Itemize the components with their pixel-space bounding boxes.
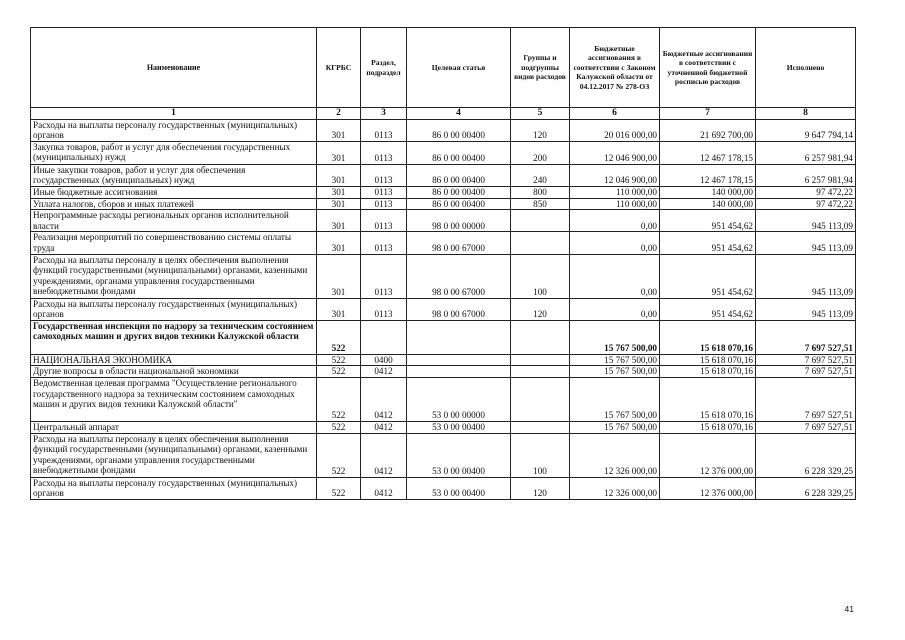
table-row	[31, 164, 856, 186]
row-vid: 100	[511, 254, 570, 298]
row-rospis: 951 454,62	[660, 254, 756, 298]
row-rospis: 15 618 070,16	[660, 421, 756, 433]
row-kgrbs: 301	[317, 198, 361, 210]
row-ispolneno: 97 472,22	[756, 186, 856, 198]
row-razdel	[361, 320, 407, 354]
row-celevaya: 86 0 00 00400	[407, 141, 511, 164]
column-number-row	[31, 108, 856, 120]
row-zakon: 110 000,00	[570, 186, 660, 198]
row-razdel: 0412	[361, 377, 407, 421]
row-name: Расходы на выплаты персоналу государственных (муниципальных) органов	[31, 477, 317, 499]
row-rospis: 951 454,62	[660, 298, 756, 320]
row-name: Реализация мероприятий по совершенствованию системы оплаты труда	[31, 232, 317, 254]
row-zakon: 12 326 000,00	[570, 433, 660, 477]
row-kgrbs: 301	[317, 164, 361, 186]
row-kgrbs: 301	[317, 210, 361, 232]
row-kgrbs: 301	[317, 186, 361, 198]
row-kgrbs: 522	[317, 477, 361, 499]
row-vid: 120	[511, 477, 570, 499]
row-celevaya: 98 0 00 67000	[407, 254, 511, 298]
row-rospis: 951 454,62	[660, 210, 756, 232]
row-celevaya: 98 0 00 00000	[407, 210, 511, 232]
row-vid: 850	[511, 198, 570, 210]
row-celevaya: 98 0 00 67000	[407, 232, 511, 254]
row-vid: 120	[511, 298, 570, 320]
row-vid	[511, 366, 570, 378]
table-row	[31, 366, 856, 378]
budget-table-sheet	[30, 27, 855, 500]
table-row	[31, 198, 856, 210]
row-razdel: 0113	[361, 298, 407, 320]
row-kgrbs: 301	[317, 232, 361, 254]
table-row	[31, 354, 856, 366]
row-vid	[511, 377, 570, 421]
row-celevaya	[407, 320, 511, 354]
row-rospis: 12 376 000,00	[660, 477, 756, 499]
row-kgrbs: 522	[317, 366, 361, 378]
row-zakon: 15 767 500,00	[570, 320, 660, 354]
column-number: 6	[570, 108, 660, 120]
row-rospis: 12 467 178,15	[660, 164, 756, 186]
row-zakon: 15 767 500,00	[570, 354, 660, 366]
table-row	[31, 141, 856, 164]
row-razdel: 0113	[361, 164, 407, 186]
row-rospis: 15 618 070,16	[660, 377, 756, 421]
row-kgrbs: 301	[317, 119, 361, 141]
row-razdel: 0113	[361, 119, 407, 141]
row-celevaya: 86 0 00 00400	[407, 198, 511, 210]
row-zakon: 0,00	[570, 298, 660, 320]
row-rospis: 15 618 070,16	[660, 366, 756, 378]
row-ispolneno: 945 113,09	[756, 210, 856, 232]
row-ispolneno: 6 257 981,94	[756, 164, 856, 186]
header-kgrbs: КГРБС	[317, 28, 361, 108]
table-row	[31, 210, 856, 232]
row-zakon: 110 000,00	[570, 198, 660, 210]
row-razdel: 0113	[361, 254, 407, 298]
table-row	[31, 186, 856, 198]
row-rospis: 12 376 000,00	[660, 433, 756, 477]
row-kgrbs: 301	[317, 141, 361, 164]
row-vid	[511, 421, 570, 433]
row-vid	[511, 354, 570, 366]
row-vid: 100	[511, 433, 570, 477]
row-razdel: 0113	[361, 210, 407, 232]
row-ispolneno: 945 113,09	[756, 254, 856, 298]
header-row	[31, 28, 856, 108]
row-rospis: 951 454,62	[660, 232, 756, 254]
row-celevaya: 53 0 00 00400	[407, 421, 511, 433]
row-ispolneno: 6 257 981,94	[756, 141, 856, 164]
row-name: Иные закупки товаров, работ и услуг для обеспечения государственных (муниципальных) нужд	[31, 164, 317, 186]
row-rospis: 15 618 070,16	[660, 320, 756, 354]
row-ispolneno: 7 697 527,51	[756, 354, 856, 366]
row-celevaya: 53 0 00 00400	[407, 433, 511, 477]
row-name: Уплата налогов, сборов и иных платежей	[31, 198, 317, 210]
row-ispolneno: 945 113,09	[756, 232, 856, 254]
table-row	[31, 377, 856, 421]
table-row	[31, 232, 856, 254]
header-vid: Группы и подгруппы видов расходов	[511, 28, 570, 108]
row-kgrbs: 522	[317, 320, 361, 354]
header-rospis: Бюджетные ассигнования в соответствии с уточненной бюджетной росписью расходов	[660, 28, 756, 108]
row-vid: 800	[511, 186, 570, 198]
row-name: Центральный аппарат	[31, 421, 317, 433]
row-zakon: 12 046 900,00	[570, 141, 660, 164]
budget-execution-table	[30, 27, 856, 500]
row-rospis: 140 000,00	[660, 186, 756, 198]
row-name: Расходы на выплаты персоналу в целях обеспечения выполнения функций государственными (муниципальными) органами, казенными учреждениями, органами управления государственными внебюджетными фондами	[31, 433, 317, 477]
column-number: 5	[511, 108, 570, 120]
row-vid: 240	[511, 164, 570, 186]
header-zakon: Бюджетные ассигнования в соответствии с Законом Калужской области от 04.12.2017 № 278-ОЗ	[570, 28, 660, 108]
header-name: Наименование	[31, 28, 317, 108]
row-razdel: 0113	[361, 141, 407, 164]
row-ispolneno: 97 472,22	[756, 198, 856, 210]
row-celevaya: 98 0 00 67000	[407, 298, 511, 320]
column-number: 1	[31, 108, 317, 120]
row-razdel: 0412	[361, 421, 407, 433]
row-vid	[511, 232, 570, 254]
row-name: Расходы на выплаты персоналу государственных (муниципальных) органов	[31, 119, 317, 141]
row-zakon: 15 767 500,00	[570, 377, 660, 421]
row-ispolneno: 7 697 527,51	[756, 421, 856, 433]
row-celevaya	[407, 366, 511, 378]
row-razdel: 0113	[361, 198, 407, 210]
column-number: 8	[756, 108, 856, 120]
row-name: Другие вопросы в области национальной экономики	[31, 366, 317, 378]
header-razdel: Раздел, подраздел	[361, 28, 407, 108]
row-ispolneno: 6 228 329,25	[756, 477, 856, 499]
row-vid: 200	[511, 141, 570, 164]
row-celevaya: 53 0 00 00400	[407, 477, 511, 499]
row-zakon: 15 767 500,00	[570, 366, 660, 378]
row-rospis: 21 692 700,00	[660, 119, 756, 141]
row-vid	[511, 210, 570, 232]
row-razdel: 0400	[361, 354, 407, 366]
row-ispolneno: 7 697 527,51	[756, 377, 856, 421]
row-razdel: 0113	[361, 186, 407, 198]
table-row	[31, 298, 856, 320]
row-razdel: 0412	[361, 366, 407, 378]
row-name: Закупка товаров, работ и услуг для обеспечения государственных (муниципальных) нужд	[31, 141, 317, 164]
table-row	[31, 254, 856, 298]
row-zakon: 0,00	[570, 232, 660, 254]
row-kgrbs: 522	[317, 421, 361, 433]
row-razdel: 0113	[361, 232, 407, 254]
row-name: Ведомственная целевая программа "Осуществление регионального государственного надзора за техническим состоянием самоходных машин и других видов техники Калужской области"	[31, 377, 317, 421]
header-ispolneno: Исполнено	[756, 28, 856, 108]
row-ispolneno: 9 647 794,14	[756, 119, 856, 141]
row-zakon: 20 016 000,00	[570, 119, 660, 141]
row-celevaya: 86 0 00 00400	[407, 119, 511, 141]
row-razdel: 0412	[361, 477, 407, 499]
row-ispolneno: 7 697 527,51	[756, 320, 856, 354]
row-kgrbs: 301	[317, 254, 361, 298]
row-zakon: 12 046 900,00	[570, 164, 660, 186]
table-body	[31, 119, 856, 499]
row-name: Расходы на выплаты персоналу в целях обеспечения выполнения функций государственными (муниципальными) органами, казенными учреждениями, органами управления государственными внебюджетными фондами	[31, 254, 317, 298]
row-vid: 120	[511, 119, 570, 141]
row-name: Государственная инспекция по надзору за техническим состоянием самоходных машин и других видов техники Калужской области	[31, 320, 317, 354]
row-name: Расходы на выплаты персоналу государственных (муниципальных) органов	[31, 298, 317, 320]
row-celevaya: 86 0 00 00400	[407, 186, 511, 198]
column-number: 3	[361, 108, 407, 120]
table-row	[31, 421, 856, 433]
row-ispolneno: 6 228 329,25	[756, 433, 856, 477]
page-number: 41	[844, 604, 854, 614]
row-ispolneno: 7 697 527,51	[756, 366, 856, 378]
row-kgrbs: 522	[317, 354, 361, 366]
row-rospis: 12 467 178,15	[660, 141, 756, 164]
header-celevaya: Целевая статья	[407, 28, 511, 108]
row-razdel: 0412	[361, 433, 407, 477]
row-zakon: 15 767 500,00	[570, 421, 660, 433]
column-number: 4	[407, 108, 511, 120]
row-rospis: 15 618 070,16	[660, 354, 756, 366]
row-zakon: 0,00	[570, 254, 660, 298]
table-row	[31, 320, 856, 354]
row-celevaya: 86 0 00 00400	[407, 164, 511, 186]
row-rospis: 140 000,00	[660, 198, 756, 210]
row-celevaya: 53 0 00 00000	[407, 377, 511, 421]
row-zakon: 12 326 000,00	[570, 477, 660, 499]
row-celevaya	[407, 354, 511, 366]
row-name: НАЦИОНАЛЬНАЯ ЭКОНОМИКА	[31, 354, 317, 366]
row-name: Непрограммные расходы региональных органов исполнительной власти	[31, 210, 317, 232]
column-number: 2	[317, 108, 361, 120]
row-name: Иные бюджетные ассигнования	[31, 186, 317, 198]
row-kgrbs: 522	[317, 377, 361, 421]
column-number: 7	[660, 108, 756, 120]
table-row	[31, 433, 856, 477]
row-zakon: 0,00	[570, 210, 660, 232]
table-row	[31, 477, 856, 499]
row-kgrbs: 522	[317, 433, 361, 477]
row-vid	[511, 320, 570, 354]
row-kgrbs: 301	[317, 298, 361, 320]
table-row	[31, 119, 856, 141]
row-ispolneno: 945 113,09	[756, 298, 856, 320]
